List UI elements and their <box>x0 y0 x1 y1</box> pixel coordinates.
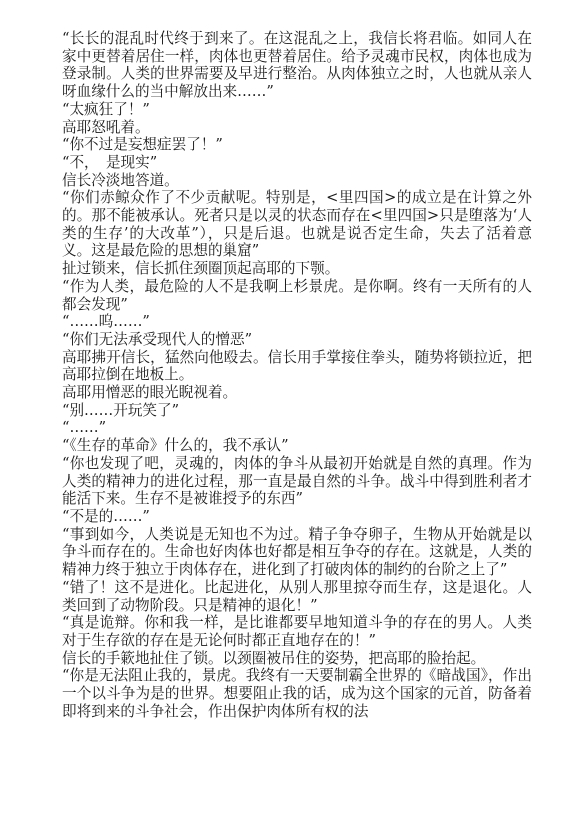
paragraph: “你是无法阻止我的，景虎。我终有一天要制霸全世界的《暗战国》，作出一个以斗争为是的世界。想要阻止我的话，成为这个国家的元首，防备着即将到来的斗争社会，作出保护肉体所有权的法 <box>62 667 532 720</box>
paragraph: “事到如今，人类说是无知也不为过。精子争夺卵子，生物从开始就是以争斗而存在的。生命也好肉体也好都是相互争夺的存在。这就是，人类的精神力终于独立于肉体存在，进化到了打破肉体的制约的台阶之上了” <box>62 525 532 579</box>
paragraph: “真是诡辩。你和我一样，是比谁都要早地知道斗争的存在的男人。人类对于生存欲的存在是无论何时都正直地存在的！” <box>62 614 532 649</box>
paragraph: “不是的……” <box>62 507 150 525</box>
paragraph: 信长的手簌地扯住了锁。以颈圈被吊住的姿势，把高耶的脸抬起。 <box>62 649 486 667</box>
paragraph: “太疯狂了！” <box>62 100 150 118</box>
paragraph: 信长冷淡地答道。 <box>62 171 179 189</box>
paragraph: 高耶拂开信长，猛然向他殴去。信长用手掌接住拳头，随势将锁拉近，把高耶拉倒在地板上。 <box>62 348 532 384</box>
paragraph: “作为人类，最危险的人不是我啊上杉景虎。是你啊。终有一天所有的人都会发现” <box>62 277 532 313</box>
paragraph: “你不过是妄想症罢了！” <box>62 136 223 154</box>
paragraph: “《生存的革命》什么的，我不承认” <box>62 437 289 455</box>
paragraph: “不， 是现实” <box>62 153 158 171</box>
paragraph: “……” <box>62 419 107 437</box>
paragraph: 高耶用憎恶的眼光睨视着。 <box>62 384 238 402</box>
document-page <box>62 30 532 720</box>
paragraph: “长长的混乱时代终于到来了。在这混乱之上，我信长将君临。如同人在家中更替着居住一样，肉体也更替着居住。给予灵魂市民权，肉体也成为登录制。人类的世界需要及早进行整治。从肉体独立之时，人也就从亲人呀血缘什么的当中解放出来……” <box>62 30 532 101</box>
paragraph: “你也发现了吧，灵魂的，肉体的争斗从最初开始就是自然的真理。作为人类的精神力的进化过程，那一直是最自然的斗争。战斗中得到胜利者才能活下来。生存不是被谁授予的东西” <box>62 454 532 508</box>
paragraph: “错了！这不是进化。比起进化，从别人那里掠夺而生存，这是退化。人类回到了动物阶段。只是精神的退化！” <box>62 578 532 614</box>
paragraph: “……呜……” <box>62 313 150 331</box>
paragraph: “别……开玩笑了” <box>62 401 180 419</box>
paragraph: 高耶怒吼着。 <box>62 118 150 136</box>
paragraph: “你们赤鲸众作了不少贡献呢。特别是，<里四国>的成立是在计算之外的。那不能被承认。死者只是以灵的状态而存在<里四国>只是堕落为‘人类的生存’的大改革”），只是后退。也就是说否定生命，失去了活着意义。这是最危险的思想的巢窟” <box>62 189 532 260</box>
paragraph: 扯过锁来，信长抓住颈圈顶起高耶的下颚。 <box>62 260 340 278</box>
paragraph: “你们无法承受现代人的憎恶” <box>62 330 253 348</box>
